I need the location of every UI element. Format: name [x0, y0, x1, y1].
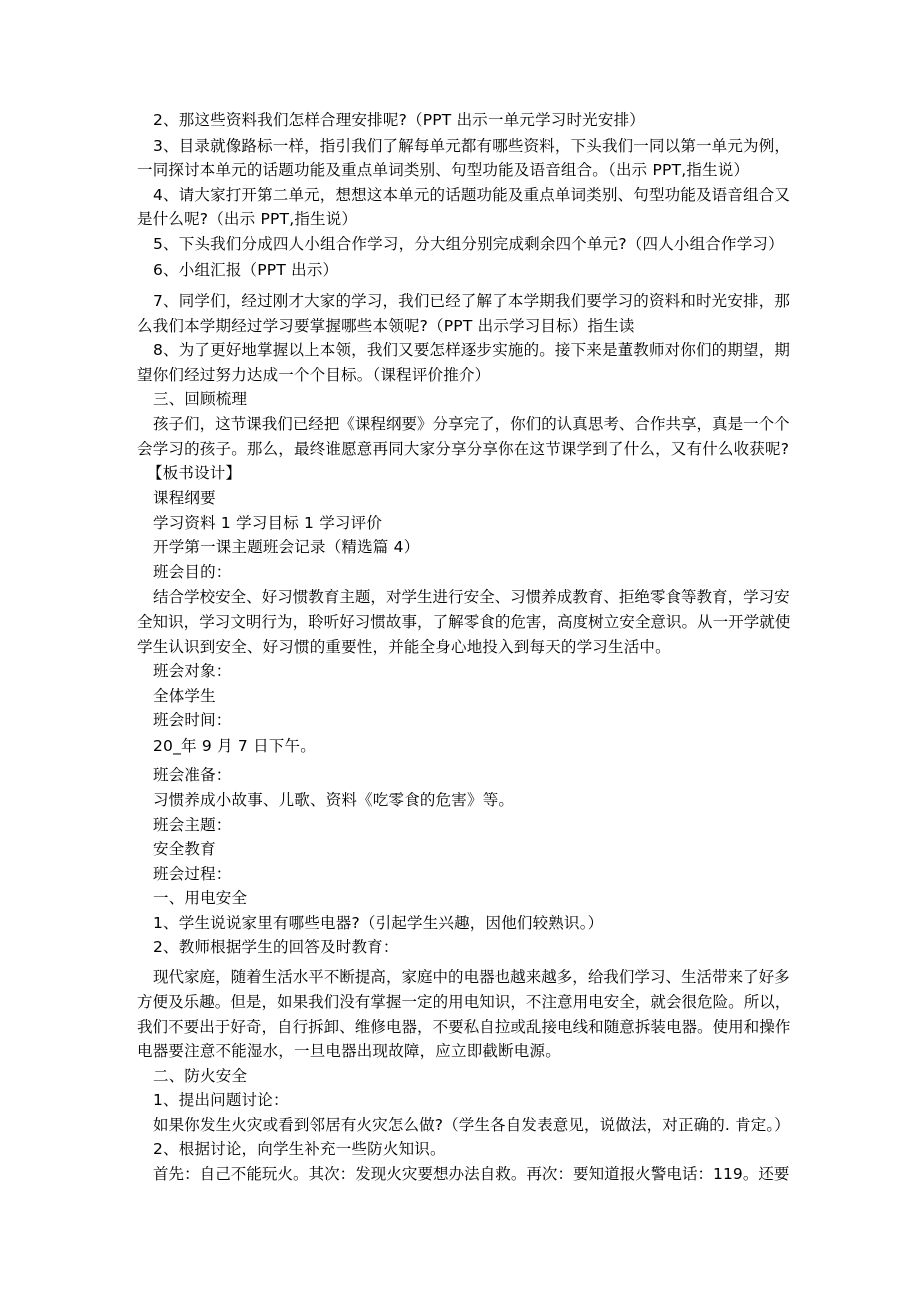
text-line: 2、那这些资料我们怎样合理安排呢?（PPT 出示一单元学习时光安排） — [153, 111, 645, 129]
text-line: 望你们经过努力达成一个个目标。（课程评价推介） — [137, 366, 491, 384]
text-line: 方便及乐趣。但是，如果我们没有掌握一定的用电知识，不注意用电安全，就会很危险。所以， — [137, 993, 791, 1011]
text-line: 首先：自己不能玩火。其次：发现火灾要想办法自救。再次：要知道报火警电话：119。还要 — [153, 1165, 790, 1183]
section-heading: 三、回顾梳理 — [153, 390, 248, 408]
text-line: 安全教育 — [153, 840, 216, 858]
text-line: 学生认识到安全、好习惯的重要性，并能全身心地投入到每天的学习生活中。 — [137, 638, 671, 656]
text-line: 5、下头我们分成四人小组合作学习，分大组分别完成剩余四个单元?（四人小组合作学习） — [153, 235, 784, 253]
text-line: 么我们本学期经过学习要掌握哪些本领呢?（PPT 出示学习目标）指生读 — [137, 317, 635, 335]
section-heading: 班会主题： — [153, 816, 232, 834]
text-line: 1、学生说说家里有哪些电器?（引起学生兴趣，因他们较熟识。） — [153, 914, 604, 932]
text-line: 我们不要出于好奇，自行拆卸、维修电器，不要私自拉或乱接电线和随意拆装电器。使用和操作 — [137, 1018, 791, 1036]
section-heading: 一、用电安全 — [153, 889, 248, 907]
text-line: 8、为了更好地掌握以上本领，我们又要怎样逐步实施的。接下来是董教师对你们的期望，期 — [153, 341, 791, 359]
text-line: 一同探讨本单元的话题功能及重点单词类别、句型功能及语音组合。（出示 PPT,指生说） — [137, 161, 750, 179]
text-line: 结合学校安全、好习惯教育主题，对学生进行安全、习惯养成教育、拒绝零食等教育，学习安 — [153, 588, 790, 606]
text-line: 习惯养成小故事、儿歌、资料《吃零食的危害》等。 — [153, 791, 515, 809]
text-line: 会学习的孩子。那么，最终谁愿意再同大家分享分享你在这节课学到了什么，又有什么收获呢? — [137, 440, 790, 458]
text-line: 20_年 9 月 7 日下午。 — [153, 737, 316, 755]
section-heading: 二、防火安全 — [153, 1067, 248, 1085]
text-line: 3、目录就像路标一样，指引我们了解每单元都有哪些资料，下头我们一同以第一单元为例， — [153, 137, 791, 155]
text-line: 6、小组汇报（PPT 出示） — [153, 261, 339, 279]
text-line: 学习资料 1 学习目标 1 学习评价 — [153, 514, 383, 532]
section-heading: 班会过程： — [153, 865, 232, 883]
text-line: 如果你发生火灾或看到邻居有火灾怎么做?（学生各自发表意见，说做法，对正确的. 肯定。） — [153, 1116, 790, 1134]
text-line: 2、根据讨论，向学生补充一些防火知识。 — [153, 1140, 446, 1158]
text-line: 全知识，学习文明行为，聆听好习惯故事，了解零食的危害，高度树立安全意识。从一开学就使 — [137, 613, 791, 631]
text-line: 现代家庭，随着生活水平不断提高，家庭中的电器也越来越多，给我们学习、生活带来了好多 — [153, 968, 790, 986]
text-line: 2、教师根据学生的回答及时教育： — [153, 938, 399, 956]
section-heading: 班会准备： — [153, 766, 232, 784]
text-line: 孩子们，这节课我们已经把《课程纲要》分享完了，你们的认真思考、合作共享，真是一个个 — [153, 415, 790, 433]
section-heading: 班会时间： — [153, 711, 232, 729]
section-heading: 【板书设计】 — [147, 464, 242, 482]
text-line: 1、提出问题讨论： — [153, 1091, 289, 1109]
section-heading: 班会对象： — [153, 662, 232, 680]
text-line: 电器要注意不能湿水，一旦电器出现故障，应立即截断电源。 — [137, 1042, 561, 1060]
text-line: 7、同学们，经过刚才大家的学习，我们已经了解了本学期我们要学习的资料和时光安排，那 — [153, 292, 791, 310]
subtitle: 开学第一课主题班会记录（精选篇 4） — [153, 538, 420, 556]
text-line: 全体学生 — [153, 687, 216, 705]
section-heading: 班会目的： — [153, 563, 232, 581]
text-line: 课程纲要 — [153, 489, 216, 507]
text-line: 4、请大家打开第二单元，想想这本单元的话题功能及重点单词类别、句型功能及语音组合又 — [153, 186, 791, 204]
text-line: 是什么呢?（出示 PPT,指生说） — [137, 210, 358, 228]
